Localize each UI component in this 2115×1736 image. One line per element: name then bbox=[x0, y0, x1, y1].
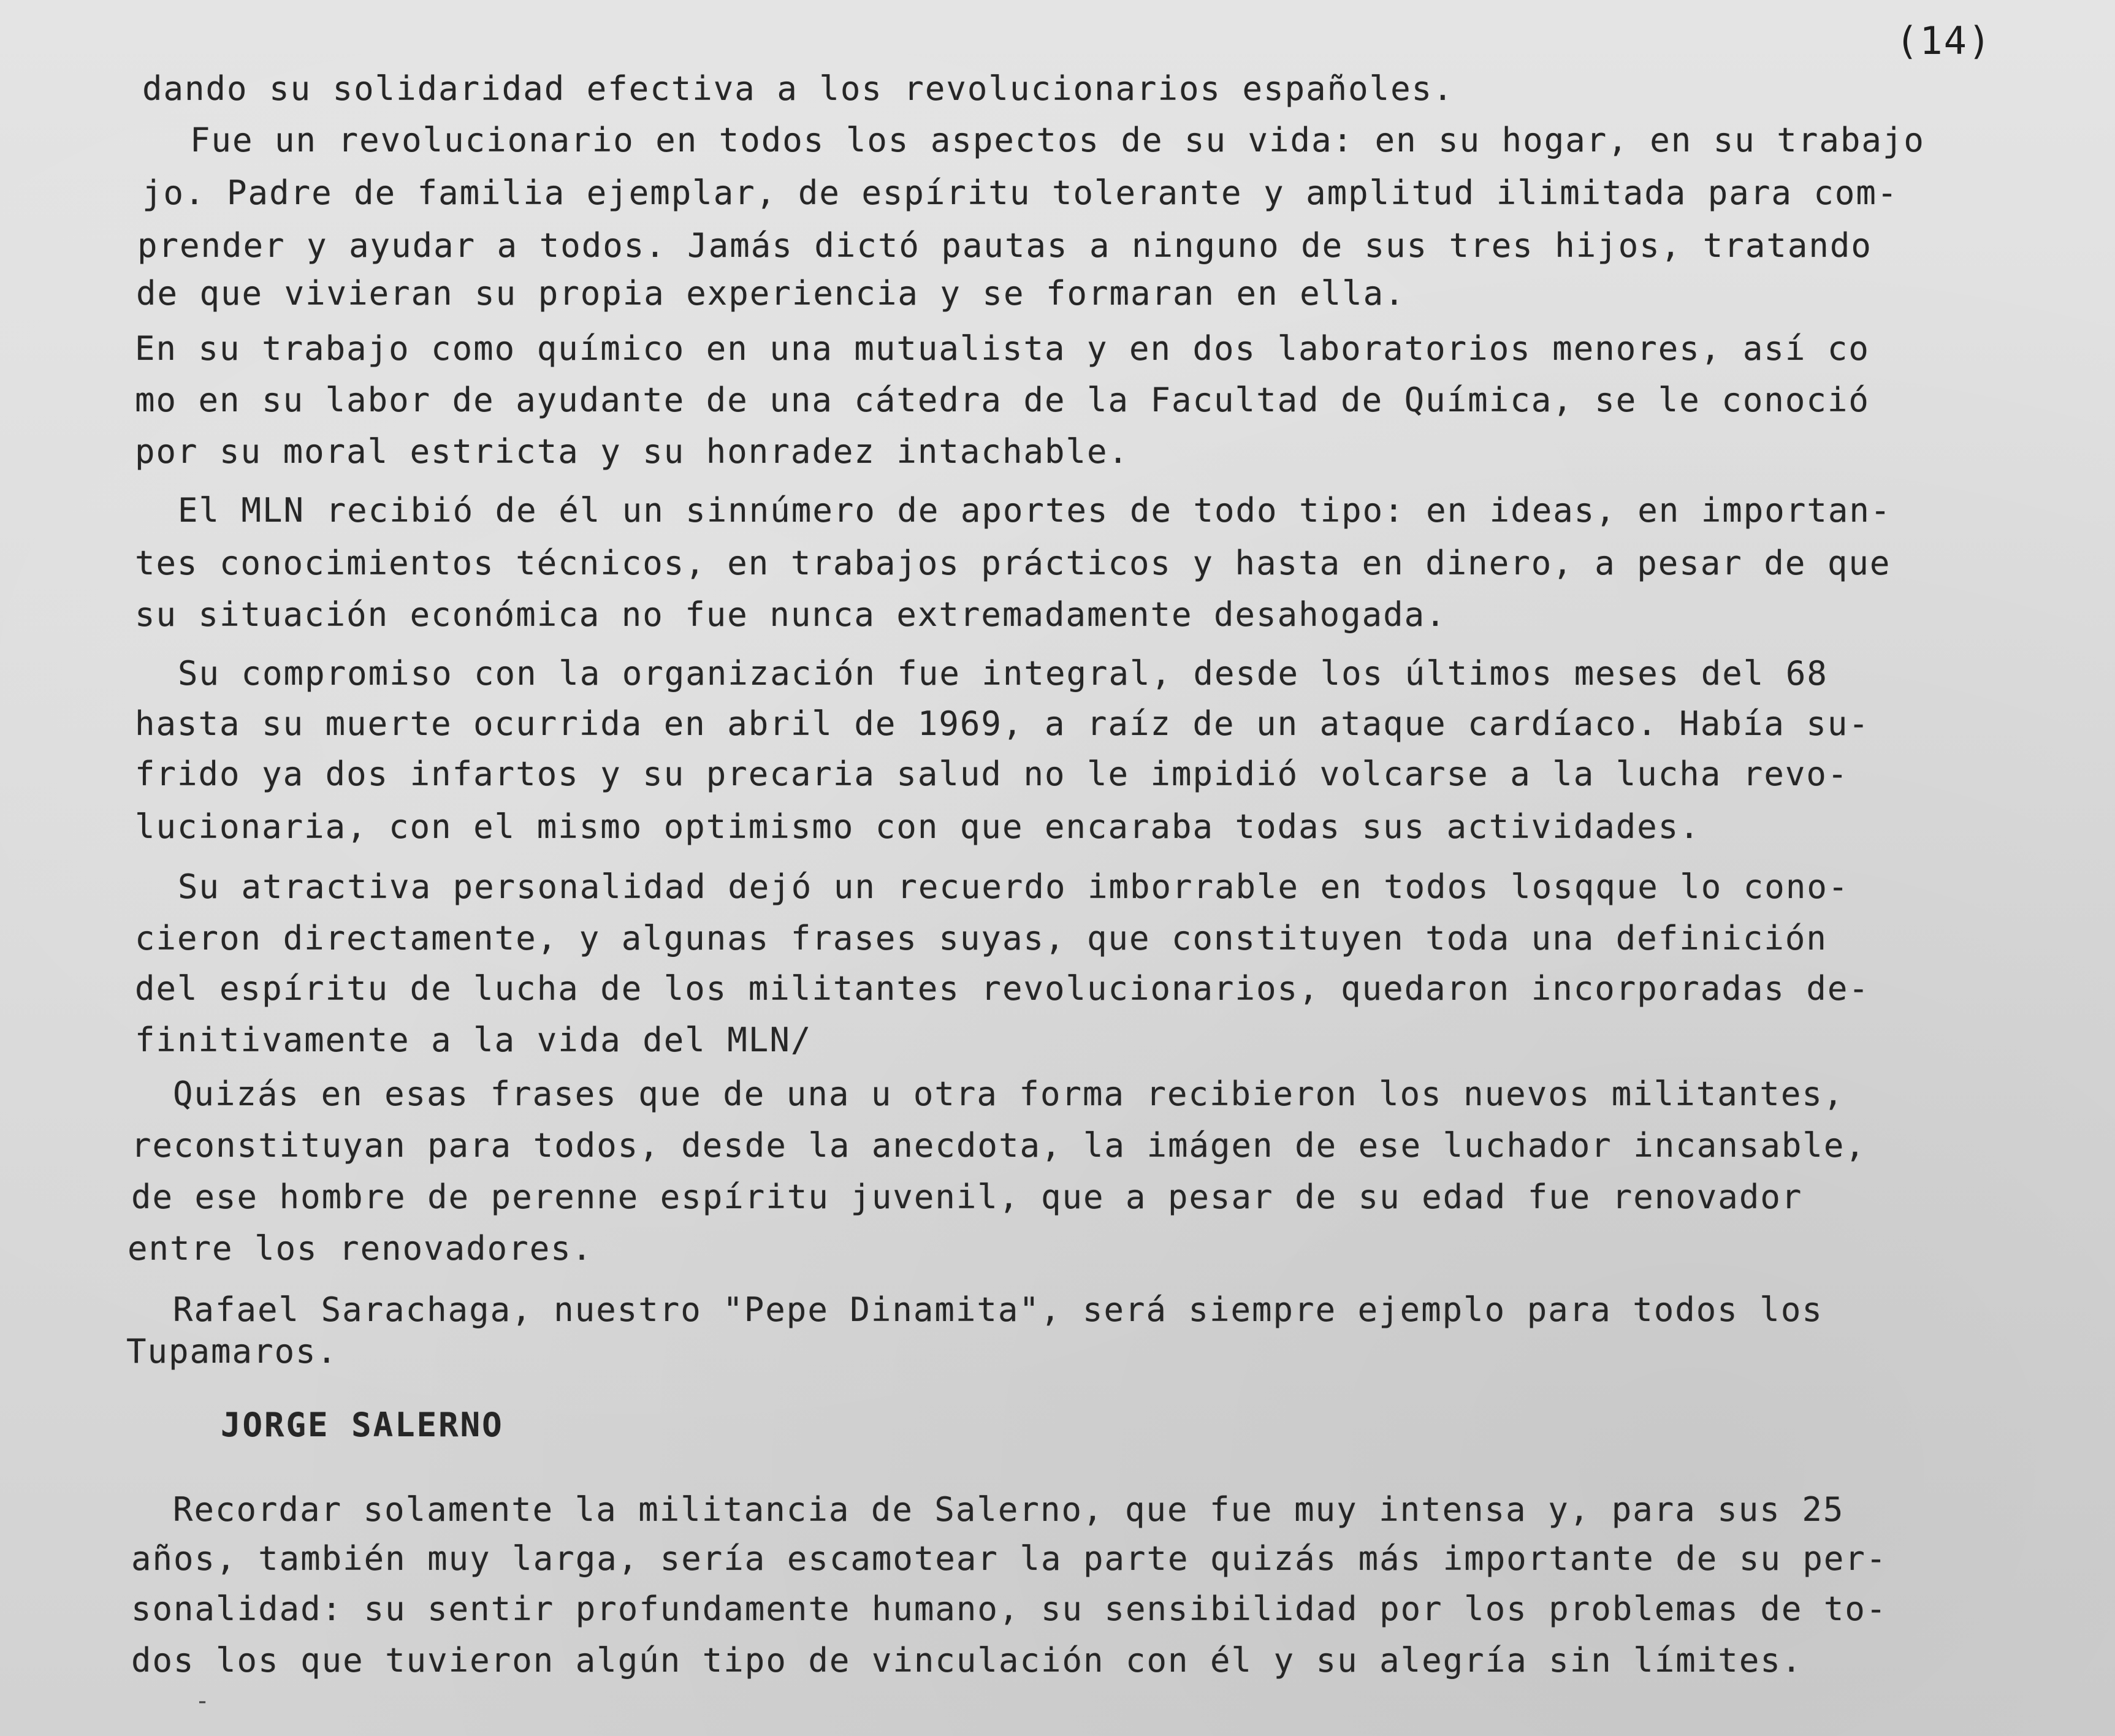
text-line: Tupamaros. bbox=[126, 1332, 338, 1371]
section-heading: JORGE SALERNO bbox=[221, 1406, 504, 1444]
text-line: finitivamente a la vida del MLN/ bbox=[135, 1021, 812, 1059]
text-line: frido ya dos infartos y su precaria salud no le impidió volcarse a la lucha revo- bbox=[135, 755, 1849, 793]
text-line: por su moral estricta y su honradez intachable. bbox=[135, 432, 1130, 471]
text-line: mo en su labor de ayudante de una cátedra de la Facultad de Química, se le conoció bbox=[135, 381, 1870, 419]
text-line: dos los que tuvieron algún tipo de vinculación con él y su alegría sin límites. bbox=[131, 1641, 1803, 1680]
text-line: Rafael Sarachaga, nuestro "Pepe Dinamita", será siempre ejemplo para todos los bbox=[173, 1290, 1823, 1329]
text-line: Quizás en esas frases que de una u otra forma recibieron los nuevos militantes, bbox=[173, 1075, 1845, 1113]
text-line: Recordar solamente la militancia de Salerno, que fue muy intensa y, para sus 25 bbox=[173, 1490, 1845, 1529]
text-line: prender y ayudar a todos. Jamás dictó pautas a ninguno de sus tres hijos, tratando bbox=[137, 226, 1872, 265]
text-line: El MLN recibió de él un sinnúmero de aportes de todo tipo: en ideas, en importan- bbox=[178, 491, 1892, 530]
text-line: de ese hombre de perenne espíritu juvenil, que a pesar de su edad fue renovador bbox=[131, 1178, 1803, 1216]
text-line: reconstituyan para todos, desde la anecdota, la imágen de ese luchador incansable, bbox=[131, 1126, 1866, 1165]
text-line: sonalidad: su sentir profundamente humano, su sensibilidad por los problemas de to- bbox=[131, 1589, 1888, 1628]
stray-typewriter-mark: - bbox=[195, 1687, 210, 1715]
text-line: Su atractiva personalidad dejó un recuerdo imborrable en todos losqque lo cono- bbox=[178, 867, 1850, 906]
text-line: entre los renovadores. bbox=[128, 1229, 593, 1268]
text-line: años, también muy larga, sería escamotear la parte quizás más importante de su per- bbox=[131, 1539, 1888, 1578]
text-line: su situación económica no fue nunca extremadamente desahogada. bbox=[135, 595, 1447, 634]
text-line: En su trabajo como químico en una mutualista y en dos laboratorios menores, así co bbox=[135, 329, 1870, 368]
text-line: del espíritu de lucha de los militantes revolucionarios, quedaron incorporadas de- bbox=[135, 969, 1870, 1008]
text-line: Fue un revolucionario en todos los aspectos de su vida: en su hogar, en su trabajo bbox=[190, 121, 1925, 159]
text-line: cieron directamente, y algunas frases suyas, que constituyen toda una definición bbox=[135, 919, 1827, 957]
text-line: dando su solidaridad efectiva a los revolucionarios españoles. bbox=[142, 69, 1454, 108]
text-line: lucionaria, con el mismo optimismo con que encaraba todas sus actividades. bbox=[135, 807, 1701, 846]
text-line: hasta su muerte ocurrida en abril de 1969, a raíz de un ataque cardíaco. Había su- bbox=[135, 704, 1870, 743]
text-line: jo. Padre de familia ejemplar, de espíritu tolerante y amplitud ilimitada para com- bbox=[142, 173, 1899, 212]
text-line: de que vivieran su propia experiencia y se formaran en ella. bbox=[136, 274, 1406, 313]
page-number: (14) bbox=[1896, 18, 1992, 63]
text-line: Su compromiso con la organización fue integral, desde los últimos meses del 68 bbox=[178, 654, 1828, 693]
text-line: tes conocimientos técnicos, en trabajos prácticos y hasta en dinero, a pesar de que bbox=[135, 544, 1891, 582]
